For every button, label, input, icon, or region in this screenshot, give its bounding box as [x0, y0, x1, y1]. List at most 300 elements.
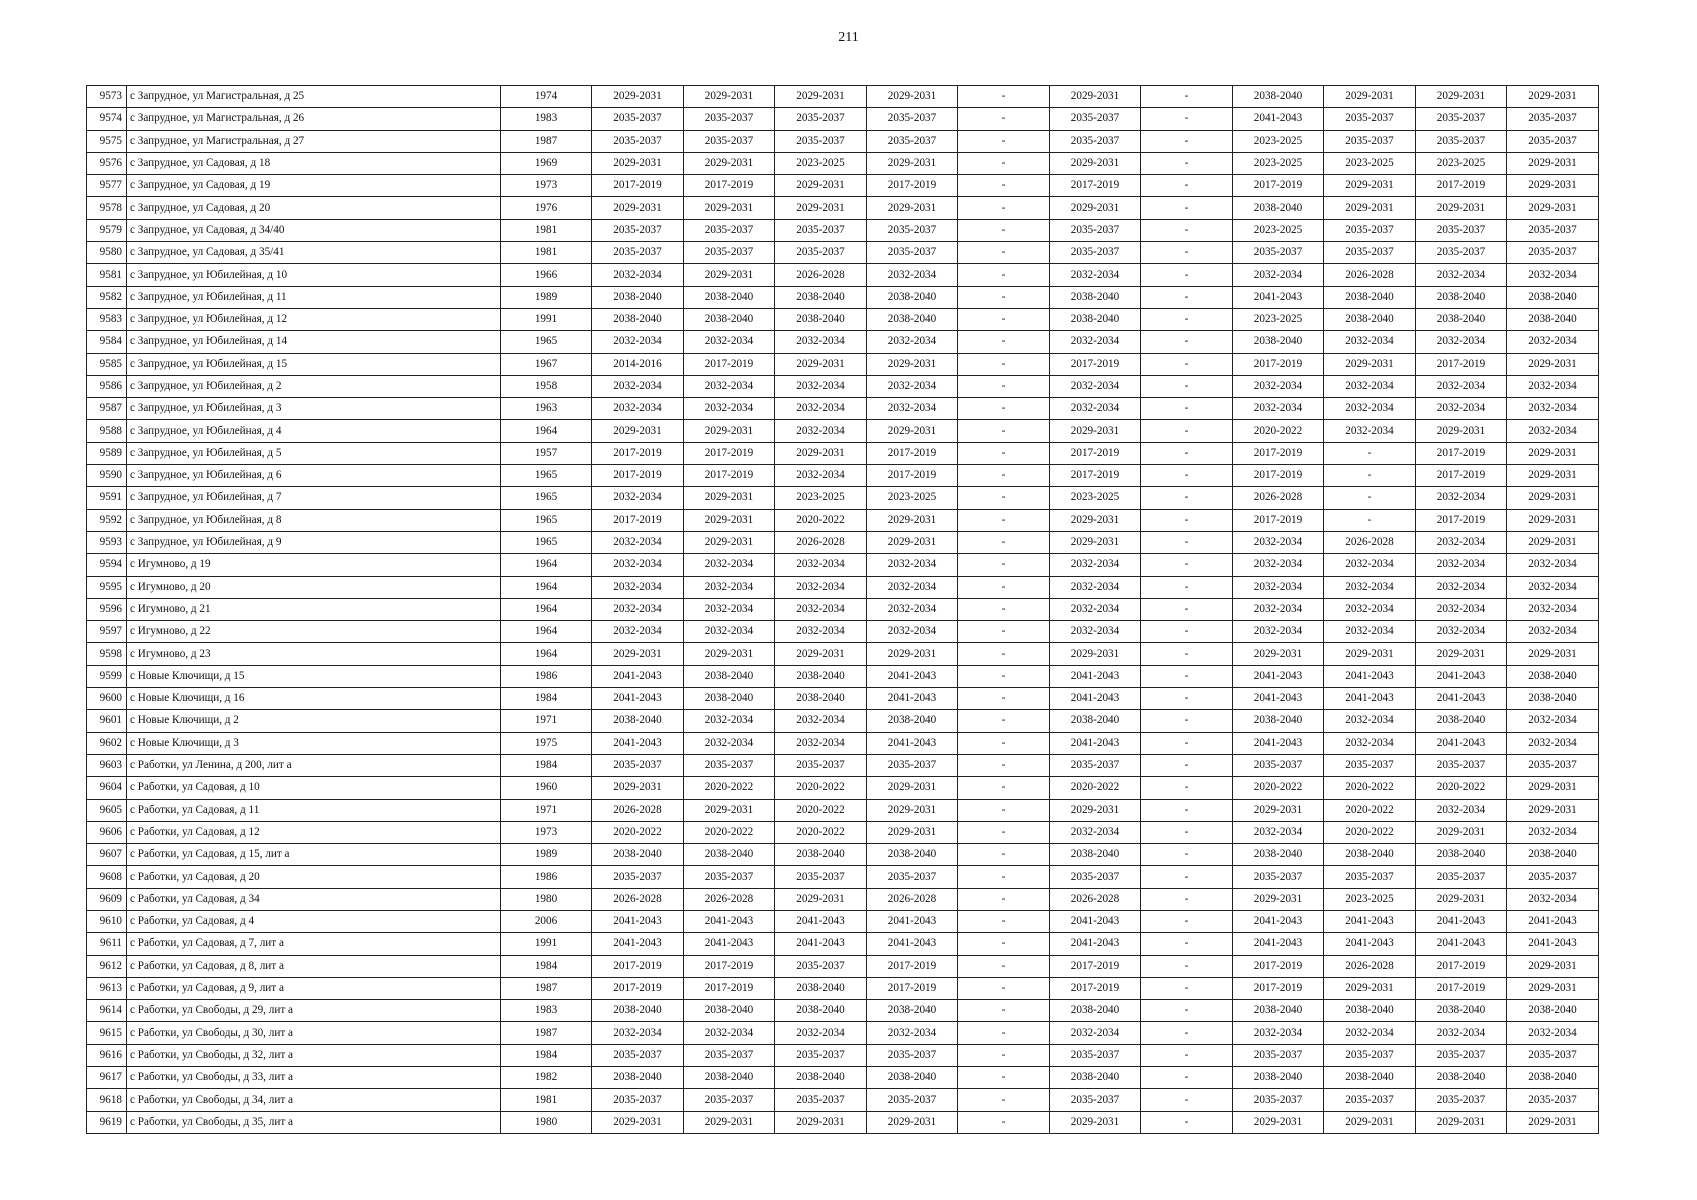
period-cell-6: 2029-2031	[1050, 197, 1141, 219]
period-cell-3: 2023-2025	[775, 487, 867, 509]
period-cell-11: 2032-2034	[1507, 264, 1599, 286]
period-cell-1: 2017-2019	[592, 977, 684, 999]
period-cell-1: 2032-2034	[592, 531, 684, 553]
period-cell-8: 2035-2037	[1233, 242, 1324, 264]
period-cell-4: 2029-2031	[867, 777, 958, 799]
period-cell-4: 2038-2040	[867, 308, 958, 330]
period-cell-2: 2035-2037	[684, 108, 775, 130]
period-cell-3: 2032-2034	[775, 465, 867, 487]
period-cell-8: 2020-2022	[1233, 420, 1324, 442]
period-cell-9: 2026-2028	[1324, 264, 1416, 286]
period-cell-3: 2020-2022	[775, 799, 867, 821]
address-cell: с Игумново, д 19	[127, 554, 501, 576]
period-cell-10: 2032-2034	[1416, 531, 1507, 553]
year-built-cell: 1983	[501, 108, 592, 130]
period-cell-6: 2038-2040	[1050, 308, 1141, 330]
table-row	[87, 487, 1599, 509]
period-cell-8: 2041-2043	[1233, 933, 1324, 955]
period-cell-5: -	[958, 1022, 1050, 1044]
period-cell-1: 2032-2034	[592, 398, 684, 420]
period-cell-11: 2032-2034	[1507, 821, 1599, 843]
period-cell-9: 2035-2037	[1324, 866, 1416, 888]
address-cell: с Запрудное, ул Садовая, д 34/40	[127, 219, 501, 241]
period-cell-5: -	[958, 152, 1050, 174]
address-cell: с Запрудное, ул Юбилейная, д 11	[127, 286, 501, 308]
period-cell-8: 2041-2043	[1233, 688, 1324, 710]
period-cell-10: 2017-2019	[1416, 509, 1507, 531]
period-cell-10: 2035-2037	[1416, 130, 1507, 152]
period-cell-6: 2032-2034	[1050, 1022, 1141, 1044]
period-cell-1: 2041-2043	[592, 910, 684, 932]
period-cell-6: 2029-2031	[1050, 86, 1141, 108]
period-cell-9: 2032-2034	[1324, 710, 1416, 732]
year-built-cell: 1965	[501, 331, 592, 353]
address-cell: с Новые Ключищи, д 3	[127, 732, 501, 754]
period-cell-7: -	[1141, 152, 1233, 174]
period-cell-3: 2032-2034	[775, 331, 867, 353]
period-cell-4: 2032-2034	[867, 621, 958, 643]
period-cell-3: 2038-2040	[775, 1067, 867, 1089]
period-cell-4: 2038-2040	[867, 710, 958, 732]
address-cell: с Запрудное, ул Юбилейная, д 5	[127, 442, 501, 464]
period-cell-5: -	[958, 910, 1050, 932]
period-cell-11: 2041-2043	[1507, 933, 1599, 955]
period-cell-4: 2032-2034	[867, 598, 958, 620]
period-cell-2: 2032-2034	[684, 598, 775, 620]
period-cell-2: 2038-2040	[684, 308, 775, 330]
period-cell-2: 2035-2037	[684, 754, 775, 776]
period-cell-8: 2041-2043	[1233, 286, 1324, 308]
address-cell: с Работки, ул Садовая, д 9, лит а	[127, 977, 501, 999]
address-cell: с Запрудное, ул Юбилейная, д 3	[127, 398, 501, 420]
address-cell: с Запрудное, ул Юбилейная, д 4	[127, 420, 501, 442]
row-number: 9576	[87, 152, 127, 174]
period-cell-2: 2032-2034	[684, 1022, 775, 1044]
year-built-cell: 1957	[501, 442, 592, 464]
period-cell-1: 2017-2019	[592, 509, 684, 531]
period-cell-3: 2035-2037	[775, 242, 867, 264]
period-cell-5: -	[958, 621, 1050, 643]
row-number: 9617	[87, 1067, 127, 1089]
period-cell-4: 2041-2043	[867, 910, 958, 932]
year-built-cell: 1987	[501, 977, 592, 999]
period-cell-4: 2029-2031	[867, 509, 958, 531]
period-cell-11: 2029-2031	[1507, 442, 1599, 464]
period-cell-6: 2029-2031	[1050, 1111, 1141, 1133]
period-cell-7: -	[1141, 732, 1233, 754]
period-cell-6: 2038-2040	[1050, 844, 1141, 866]
period-cell-2: 2041-2043	[684, 910, 775, 932]
period-cell-11: 2029-2031	[1507, 175, 1599, 197]
table-row	[87, 910, 1599, 932]
period-cell-2: 2029-2031	[684, 86, 775, 108]
year-built-cell: 1983	[501, 1000, 592, 1022]
period-cell-7: -	[1141, 1000, 1233, 1022]
period-cell-8: 2023-2025	[1233, 308, 1324, 330]
period-cell-3: 2035-2037	[775, 219, 867, 241]
period-cell-6: 2029-2031	[1050, 509, 1141, 531]
period-cell-1: 2032-2034	[592, 331, 684, 353]
period-cell-7: -	[1141, 910, 1233, 932]
table-row	[87, 1067, 1599, 1089]
table-row	[87, 1044, 1599, 1066]
year-built-cell: 1989	[501, 286, 592, 308]
period-cell-2: 2029-2031	[684, 531, 775, 553]
period-cell-9: 2038-2040	[1324, 308, 1416, 330]
period-cell-10: 2032-2034	[1416, 487, 1507, 509]
period-cell-7: -	[1141, 621, 1233, 643]
period-cell-5: -	[958, 175, 1050, 197]
period-cell-5: -	[958, 442, 1050, 464]
period-cell-11: 2029-2031	[1507, 152, 1599, 174]
period-cell-4: 2017-2019	[867, 977, 958, 999]
period-cell-4: 2041-2043	[867, 688, 958, 710]
period-cell-2: 2032-2034	[684, 621, 775, 643]
table-row	[87, 777, 1599, 799]
period-cell-8: 2032-2034	[1233, 398, 1324, 420]
period-cell-10: 2017-2019	[1416, 955, 1507, 977]
address-cell: с Запрудное, ул Юбилейная, д 6	[127, 465, 501, 487]
period-cell-5: -	[958, 1067, 1050, 1089]
address-cell: с Новые Ключищи, д 2	[127, 710, 501, 732]
period-cell-3: 2038-2040	[775, 1000, 867, 1022]
period-cell-10: 2038-2040	[1416, 710, 1507, 732]
period-cell-2: 2041-2043	[684, 933, 775, 955]
period-cell-7: -	[1141, 866, 1233, 888]
period-cell-11: 2029-2031	[1507, 1111, 1599, 1133]
period-cell-2: 2026-2028	[684, 888, 775, 910]
period-cell-2: 2038-2040	[684, 688, 775, 710]
period-cell-5: -	[958, 375, 1050, 397]
period-cell-3: 2038-2040	[775, 977, 867, 999]
period-cell-6: 2038-2040	[1050, 710, 1141, 732]
period-cell-1: 2032-2034	[592, 487, 684, 509]
year-built-cell: 1976	[501, 197, 592, 219]
table-row	[87, 219, 1599, 241]
year-built-cell: 1964	[501, 598, 592, 620]
period-cell-1: 2032-2034	[592, 621, 684, 643]
row-number: 9606	[87, 821, 127, 843]
table-row	[87, 977, 1599, 999]
period-cell-9: -	[1324, 442, 1416, 464]
row-number: 9593	[87, 531, 127, 553]
period-cell-7: -	[1141, 175, 1233, 197]
row-number: 9577	[87, 175, 127, 197]
period-cell-4: 2038-2040	[867, 844, 958, 866]
period-cell-2: 2032-2034	[684, 710, 775, 732]
period-cell-5: -	[958, 888, 1050, 910]
period-cell-8: 2038-2040	[1233, 197, 1324, 219]
period-cell-5: -	[958, 465, 1050, 487]
year-built-cell: 1984	[501, 688, 592, 710]
period-cell-9: 2020-2022	[1324, 777, 1416, 799]
row-number: 9573	[87, 86, 127, 108]
period-cell-5: -	[958, 955, 1050, 977]
period-cell-11: 2029-2031	[1507, 643, 1599, 665]
period-cell-10: 2017-2019	[1416, 465, 1507, 487]
period-cell-3: 2038-2040	[775, 844, 867, 866]
period-cell-10: 2029-2031	[1416, 643, 1507, 665]
year-built-cell: 1965	[501, 509, 592, 531]
period-cell-7: -	[1141, 777, 1233, 799]
period-cell-11: 2032-2034	[1507, 576, 1599, 598]
period-cell-11: 2035-2037	[1507, 754, 1599, 776]
period-cell-7: -	[1141, 264, 1233, 286]
period-cell-8: 2020-2022	[1233, 777, 1324, 799]
address-cell: с Запрудное, ул Садовая, д 35/41	[127, 242, 501, 264]
period-cell-7: -	[1141, 554, 1233, 576]
period-cell-1: 2029-2031	[592, 152, 684, 174]
period-cell-2: 2029-2031	[684, 509, 775, 531]
period-cell-3: 2032-2034	[775, 554, 867, 576]
table-row	[87, 286, 1599, 308]
row-number: 9581	[87, 264, 127, 286]
period-cell-7: -	[1141, 375, 1233, 397]
period-cell-6: 2029-2031	[1050, 531, 1141, 553]
address-cell: с Игумново, д 23	[127, 643, 501, 665]
period-cell-11: 2032-2034	[1507, 331, 1599, 353]
period-cell-10: 2038-2040	[1416, 1067, 1507, 1089]
period-cell-3: 2032-2034	[775, 621, 867, 643]
address-cell: с Работки, ул Садовая, д 12	[127, 821, 501, 843]
address-cell: с Запрудное, ул Юбилейная, д 7	[127, 487, 501, 509]
row-number: 9597	[87, 621, 127, 643]
period-cell-6: 2038-2040	[1050, 1067, 1141, 1089]
address-cell: с Запрудное, ул Юбилейная, д 2	[127, 375, 501, 397]
period-cell-3: 2029-2031	[775, 888, 867, 910]
period-cell-2: 2029-2031	[684, 152, 775, 174]
period-cell-10: 2041-2043	[1416, 732, 1507, 754]
row-number: 9585	[87, 353, 127, 375]
period-cell-1: 2035-2037	[592, 130, 684, 152]
table-row	[87, 398, 1599, 420]
period-cell-11: 2035-2037	[1507, 1089, 1599, 1111]
period-cell-4: 2038-2040	[867, 1000, 958, 1022]
table-row	[87, 621, 1599, 643]
table-row	[87, 643, 1599, 665]
period-cell-9: 2032-2034	[1324, 554, 1416, 576]
period-cell-6: 2035-2037	[1050, 130, 1141, 152]
period-cell-9: 2038-2040	[1324, 1067, 1416, 1089]
period-cell-3: 2029-2031	[775, 197, 867, 219]
period-cell-4: 2029-2031	[867, 821, 958, 843]
period-cell-7: -	[1141, 1044, 1233, 1066]
period-cell-7: -	[1141, 1022, 1233, 1044]
period-cell-7: -	[1141, 977, 1233, 999]
period-cell-2: 2035-2037	[684, 866, 775, 888]
period-cell-9: 2038-2040	[1324, 286, 1416, 308]
period-cell-4: 2041-2043	[867, 732, 958, 754]
period-cell-2: 2035-2037	[684, 242, 775, 264]
table-row	[87, 732, 1599, 754]
period-cell-10: 2032-2034	[1416, 621, 1507, 643]
period-cell-6: 2032-2034	[1050, 331, 1141, 353]
period-cell-7: -	[1141, 1089, 1233, 1111]
period-cell-7: -	[1141, 442, 1233, 464]
address-cell: с Работки, ул Ленина, д 200, лит а	[127, 754, 501, 776]
table-row	[87, 933, 1599, 955]
period-cell-5: -	[958, 665, 1050, 687]
period-cell-9: 2023-2025	[1324, 152, 1416, 174]
period-cell-10: 2017-2019	[1416, 442, 1507, 464]
table-row	[87, 1111, 1599, 1133]
period-cell-4: 2032-2034	[867, 375, 958, 397]
period-cell-1: 2035-2037	[592, 866, 684, 888]
table-row	[87, 888, 1599, 910]
period-cell-6: 2041-2043	[1050, 688, 1141, 710]
period-cell-3: 2029-2031	[775, 86, 867, 108]
period-cell-8: 2017-2019	[1233, 509, 1324, 531]
period-cell-11: 2038-2040	[1507, 688, 1599, 710]
period-cell-7: -	[1141, 308, 1233, 330]
year-built-cell: 1987	[501, 1022, 592, 1044]
period-cell-7: -	[1141, 955, 1233, 977]
period-cell-7: -	[1141, 398, 1233, 420]
period-cell-11: 2029-2031	[1507, 531, 1599, 553]
period-cell-1: 2020-2022	[592, 821, 684, 843]
period-cell-4: 2032-2034	[867, 331, 958, 353]
row-number: 9579	[87, 219, 127, 241]
period-cell-6: 2017-2019	[1050, 442, 1141, 464]
period-cell-1: 2035-2037	[592, 1044, 684, 1066]
period-cell-1: 2026-2028	[592, 799, 684, 821]
period-cell-9: 2029-2031	[1324, 86, 1416, 108]
period-cell-7: -	[1141, 688, 1233, 710]
period-cell-3: 2035-2037	[775, 1044, 867, 1066]
period-cell-4: 2029-2031	[867, 353, 958, 375]
period-cell-4: 2029-2031	[867, 643, 958, 665]
period-cell-7: -	[1141, 821, 1233, 843]
address-cell: с Новые Ключищи, д 15	[127, 665, 501, 687]
period-cell-1: 2038-2040	[592, 1067, 684, 1089]
table-row	[87, 554, 1599, 576]
period-cell-11: 2029-2031	[1507, 465, 1599, 487]
year-built-cell: 1963	[501, 398, 592, 420]
period-cell-8: 2017-2019	[1233, 175, 1324, 197]
period-cell-4: 2026-2028	[867, 888, 958, 910]
period-cell-10: 2035-2037	[1416, 754, 1507, 776]
period-cell-9: 2032-2034	[1324, 576, 1416, 598]
period-cell-9: 2026-2028	[1324, 955, 1416, 977]
period-cell-5: -	[958, 598, 1050, 620]
period-cell-2: 2017-2019	[684, 442, 775, 464]
table-row	[87, 754, 1599, 776]
table-row	[87, 242, 1599, 264]
period-cell-1: 2041-2043	[592, 732, 684, 754]
period-cell-1: 2032-2034	[592, 264, 684, 286]
period-cell-1: 2032-2034	[592, 375, 684, 397]
period-cell-5: -	[958, 331, 1050, 353]
table-row	[87, 955, 1599, 977]
period-cell-3: 2020-2022	[775, 509, 867, 531]
period-cell-6: 2041-2043	[1050, 933, 1141, 955]
period-cell-4: 2032-2034	[867, 554, 958, 576]
period-cell-11: 2029-2031	[1507, 86, 1599, 108]
period-cell-4: 2029-2031	[867, 86, 958, 108]
address-cell: с Запрудное, ул Юбилейная, д 8	[127, 509, 501, 531]
period-cell-1: 2026-2028	[592, 888, 684, 910]
period-cell-3: 2026-2028	[775, 531, 867, 553]
period-cell-5: -	[958, 130, 1050, 152]
period-cell-1: 2041-2043	[592, 688, 684, 710]
period-cell-2: 2017-2019	[684, 977, 775, 999]
year-built-cell: 1986	[501, 866, 592, 888]
address-cell: с Работки, ул Садовая, д 15, лит а	[127, 844, 501, 866]
period-cell-5: -	[958, 1000, 1050, 1022]
table-row	[87, 442, 1599, 464]
address-cell: с Работки, ул Свободы, д 33, лит а	[127, 1067, 501, 1089]
row-number: 9580	[87, 242, 127, 264]
period-cell-2: 2020-2022	[684, 821, 775, 843]
period-cell-8: 2017-2019	[1233, 442, 1324, 464]
table-row	[87, 531, 1599, 553]
row-number: 9616	[87, 1044, 127, 1066]
year-built-cell: 1980	[501, 888, 592, 910]
period-cell-10: 2038-2040	[1416, 308, 1507, 330]
year-built-cell: 1973	[501, 175, 592, 197]
year-built-cell: 1984	[501, 1044, 592, 1066]
period-cell-11: 2032-2034	[1507, 375, 1599, 397]
period-cell-6: 2029-2031	[1050, 152, 1141, 174]
period-cell-5: -	[958, 531, 1050, 553]
year-built-cell: 1991	[501, 933, 592, 955]
period-cell-6: 2041-2043	[1050, 665, 1141, 687]
row-number: 9614	[87, 1000, 127, 1022]
row-number: 9594	[87, 554, 127, 576]
period-cell-6: 2032-2034	[1050, 821, 1141, 843]
period-cell-5: -	[958, 242, 1050, 264]
address-cell: с Запрудное, ул Садовая, д 20	[127, 197, 501, 219]
period-cell-5: -	[958, 219, 1050, 241]
period-cell-10: 2020-2022	[1416, 777, 1507, 799]
address-cell: с Работки, ул Садовая, д 20	[127, 866, 501, 888]
period-cell-3: 2035-2037	[775, 1089, 867, 1111]
period-cell-8: 2023-2025	[1233, 130, 1324, 152]
period-cell-9: 2038-2040	[1324, 844, 1416, 866]
period-cell-4: 2017-2019	[867, 442, 958, 464]
row-number: 9602	[87, 732, 127, 754]
period-cell-3: 2035-2037	[775, 108, 867, 130]
period-cell-6: 2032-2034	[1050, 598, 1141, 620]
period-cell-7: -	[1141, 331, 1233, 353]
year-built-cell: 1974	[501, 86, 592, 108]
table-row	[87, 844, 1599, 866]
row-number: 9596	[87, 598, 127, 620]
period-cell-3: 2032-2034	[775, 398, 867, 420]
year-built-cell: 1981	[501, 219, 592, 241]
period-cell-4: 2017-2019	[867, 175, 958, 197]
period-cell-10: 2032-2034	[1416, 554, 1507, 576]
period-cell-7: -	[1141, 286, 1233, 308]
period-cell-4: 2017-2019	[867, 955, 958, 977]
period-cell-11: 2035-2037	[1507, 242, 1599, 264]
address-cell: с Запрудное, ул Магистральная, д 26	[127, 108, 501, 130]
period-cell-4: 2017-2019	[867, 465, 958, 487]
period-cell-10: 2035-2037	[1416, 1089, 1507, 1111]
period-cell-5: -	[958, 866, 1050, 888]
period-cell-1: 2038-2040	[592, 286, 684, 308]
period-cell-6: 2041-2043	[1050, 732, 1141, 754]
period-cell-3: 2026-2028	[775, 264, 867, 286]
period-cell-1: 2041-2043	[592, 665, 684, 687]
period-cell-3: 2038-2040	[775, 286, 867, 308]
period-cell-1: 2032-2034	[592, 554, 684, 576]
period-cell-3: 2029-2031	[775, 175, 867, 197]
period-cell-6: 2017-2019	[1050, 977, 1141, 999]
period-cell-2: 2029-2031	[684, 1111, 775, 1133]
period-cell-10: 2035-2037	[1416, 242, 1507, 264]
period-cell-11: 2035-2037	[1507, 866, 1599, 888]
